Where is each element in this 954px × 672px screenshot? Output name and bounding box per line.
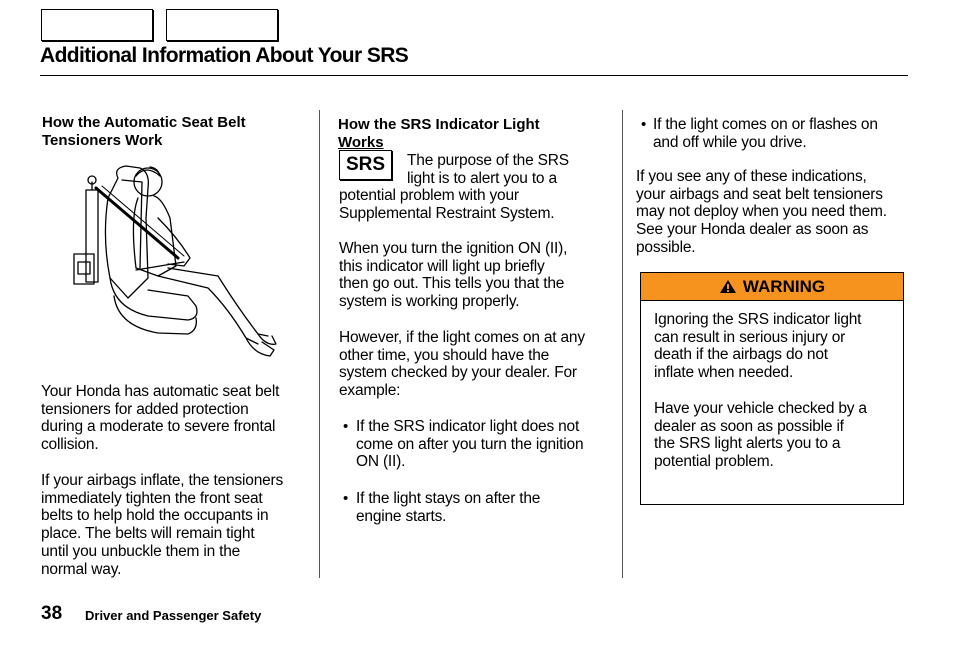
tensioners-heading: How the Automatic Seat Belt Tensioners Work: [42, 114, 246, 149]
warning-paragraph-2: Have your vehicle checked by a dealer as soon as possible if the SRS light alerts you to a potential problem.: [654, 400, 867, 471]
previous-page-button[interactable]: [41, 9, 153, 41]
tensioners-paragraph-2: If your airbags inflate, the tensioners immediately tighten the front seat belts to help hold the occupants in place. The belts will remain tight until you unbuckle them in the normal way.: [41, 472, 284, 578]
page-number: 38: [41, 603, 63, 624]
bullet-dot: •: [343, 418, 349, 435]
srs-intro-top: The purpose of the SRS light is to alert you to a: [407, 152, 569, 187]
next-page-button[interactable]: [166, 9, 278, 41]
srs-intro-bottom: potential problem with your Supplemental Restraint System.: [339, 187, 555, 222]
bullet-item-1: If the SRS indicator light does not come on after you turn the ignition ON (II).: [356, 418, 584, 471]
bullet-item-3: If the light comes on or flashes on and off while you drive.: [653, 116, 878, 151]
warning-header: [641, 273, 903, 301]
warning-triangle-icon: [719, 279, 737, 294]
column-divider-1: [319, 110, 320, 578]
title-rule: [40, 75, 908, 76]
indications-paragraph: If you see any of these indications, your airbags and seat belt tensioners may not deploy when you need them. See your Honda dealer as soon as possible.: [636, 168, 887, 256]
column-divider-2: [622, 110, 623, 578]
warning-label: WARNING: [742, 276, 826, 296]
ignition-paragraph: When you turn the ignition ON (II), this indicator will light up briefly then go out. This tells you that the system is working properly.: [339, 240, 568, 311]
warning-paragraph-1: Ignoring the SRS indicator light can result in serious injury or death if the airbags do not inflate when needed.: [654, 311, 862, 382]
srs-light-heading: How the SRS Indicator Light Works: [338, 116, 540, 151]
bullet-item-2: If the light stays on after the engine starts.: [356, 490, 541, 525]
bullet-dot: •: [343, 490, 349, 507]
warning-box: [640, 272, 904, 505]
section-footer: Driver and Passenger Safety: [85, 608, 262, 623]
tensioners-paragraph-1: Your Honda has automatic seat belt tensioners for added protection during a moderate to severe frontal collision.: [41, 383, 280, 454]
srs-indicator-icon: SRS: [339, 150, 392, 180]
seat-belt-tensioner-illustration: [58, 158, 280, 368]
page-title: Additional Information About Your SRS: [40, 44, 409, 67]
however-paragraph: However, if the light comes on at any other time, you should have the system checked by your dealer. For example:: [339, 329, 585, 400]
bullet-dot: •: [641, 116, 647, 133]
